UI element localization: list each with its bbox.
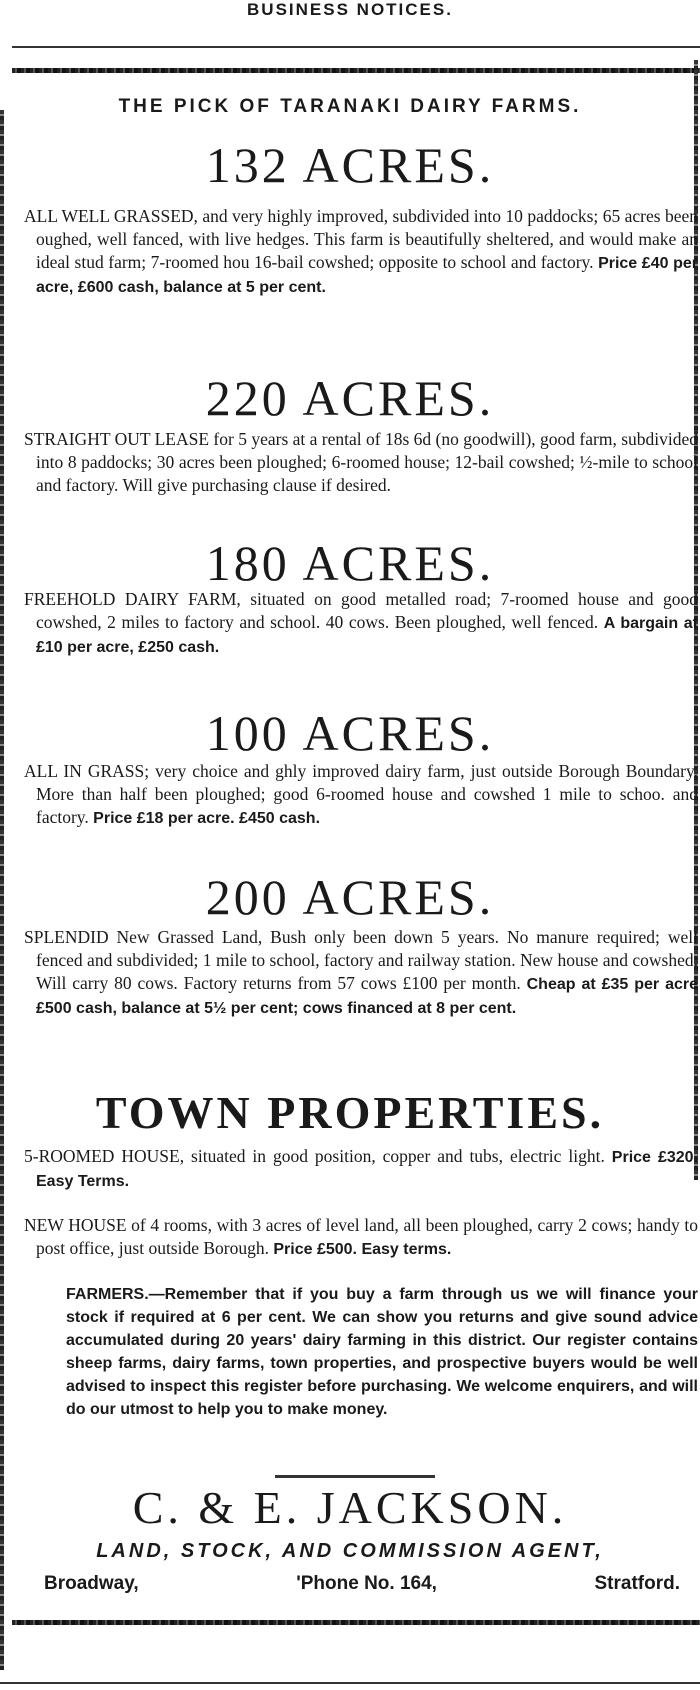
listing-description: ALL IN GRASS; very choice and ghly improved dairy farm, just outside Borough Boundary. More than half been ploughed; good 6-roomed house and cowshed 1 mile to schoo. and factory. [24,761,698,827]
town-listing-text [24,1145,698,1193]
firm-role: LAND, STOCK, AND COMMISSION AGENT, [96,1540,604,1562]
firm-phone: 'Phone No. 164, [296,1573,437,1594]
listing-price: Price £40 per acre, £600 cash, balance at 5 per cent. [36,255,698,296]
bottom-rule-thin [0,1682,700,1684]
listing-price: Cheap at £35 per acre £500 cash, balance at 5½ per cent; cows financed at 8 per cent. [36,976,699,1017]
listing-acres: 220 ACRES. [205,370,495,426]
listing-text [24,760,698,830]
town-listing-price: Price £500. Easy terms. [273,1241,452,1258]
listing-text [24,205,698,299]
listing-text [24,588,698,659]
town-listing-description: NEW HOUSE of 4 rooms, with 3 acres of level land, all been ploughed, carry 2 cows; handy to post office, just outside Borough. [24,1215,698,1258]
top-rule-thick [12,68,700,73]
firm-street: Broadway, [44,1573,139,1594]
town-listing-text [24,1214,698,1261]
listing-price: A bargain at £10 per acre, £250 cash. [36,615,698,656]
listing-price: Price £18 per acre. £450 cash. [93,810,321,827]
firm-address-row [44,1573,680,1595]
firm-name: C. & E. JACKSON. [132,1482,568,1533]
top-rule-thin [12,46,700,48]
listing-acres: 200 ACRES. [205,869,495,925]
listing-description: STRAIGHT OUT LEASE for 5 years at a rental of 18s 6d (no goodwill), good farm, subdivided into 8 paddocks; 30 acres been ploughed; 6-roomed house; 12-bail cowshed; ½-mile to school and factory. Will give purchasing clause if desired. [24,429,698,495]
listing-description: FREEHOLD DAIRY FARM, situated on good metalled road; 7-roomed house and good cowshed, 2 miles to factory and school. 40 cows. Been ploughed, well fenced. [24,589,698,632]
advert-title: THE PICK OF TARANAKI DAIRY FARMS. [118,96,582,117]
town-listing-description: 5-ROOMED HOUSE, situated in good position, copper and tubs, electric light. [24,1146,605,1166]
farmers-notice [24,1283,698,1421]
signature-rule [275,1475,435,1478]
town-properties-title: TOWN PROPERTIES. [95,1087,605,1138]
listing-text [24,926,698,1020]
listing-text [24,428,698,497]
listing-acres: 132 ACRES. [205,137,495,193]
listing-acres: 100 ACRES. [205,705,495,761]
farmers-notice-text: FARMERS.—Remember that if you buy a farm through us we will finance your stock if required at 6 per cent. We can show you returns and give sound advice accumulated during 20 years' dairy farming in this district. Our register contains sheep farms, dairy farms, town properties, and prospective buyers would be well advised to inspect this register before purchasing. We welcome enquirers, and will do our utmost to help you to make money. [66,1286,698,1418]
firm-town: Stratford. [594,1573,680,1594]
listing-acres: 180 ACRES. [205,535,495,591]
town-listing-price: Price £320. Easy Terms. [36,1149,698,1190]
listing-description: ALL WELL GRASSED, and very highly improved, subdivided into 10 paddocks; 65 acres been oughed, well fanced, with live hedges. This farm is beautifully sheltered, and would make an ideal stud farm; 7-roomed hou 16-bail cowshed; opposite to school and factory. [24,206,698,272]
section-header: BUSINESS NOTICES. [247,0,453,19]
bottom-rule-thick [12,1620,700,1625]
listing-description: SPLENDID New Grassed Land, Bush only been down 5 years. No manure required; well fenced and subdivided; 1 mile to school, factory and railway station. New house and cowshed. Will carry 80 cows. Factory returns from 57 cows £100 per month. [24,927,698,993]
